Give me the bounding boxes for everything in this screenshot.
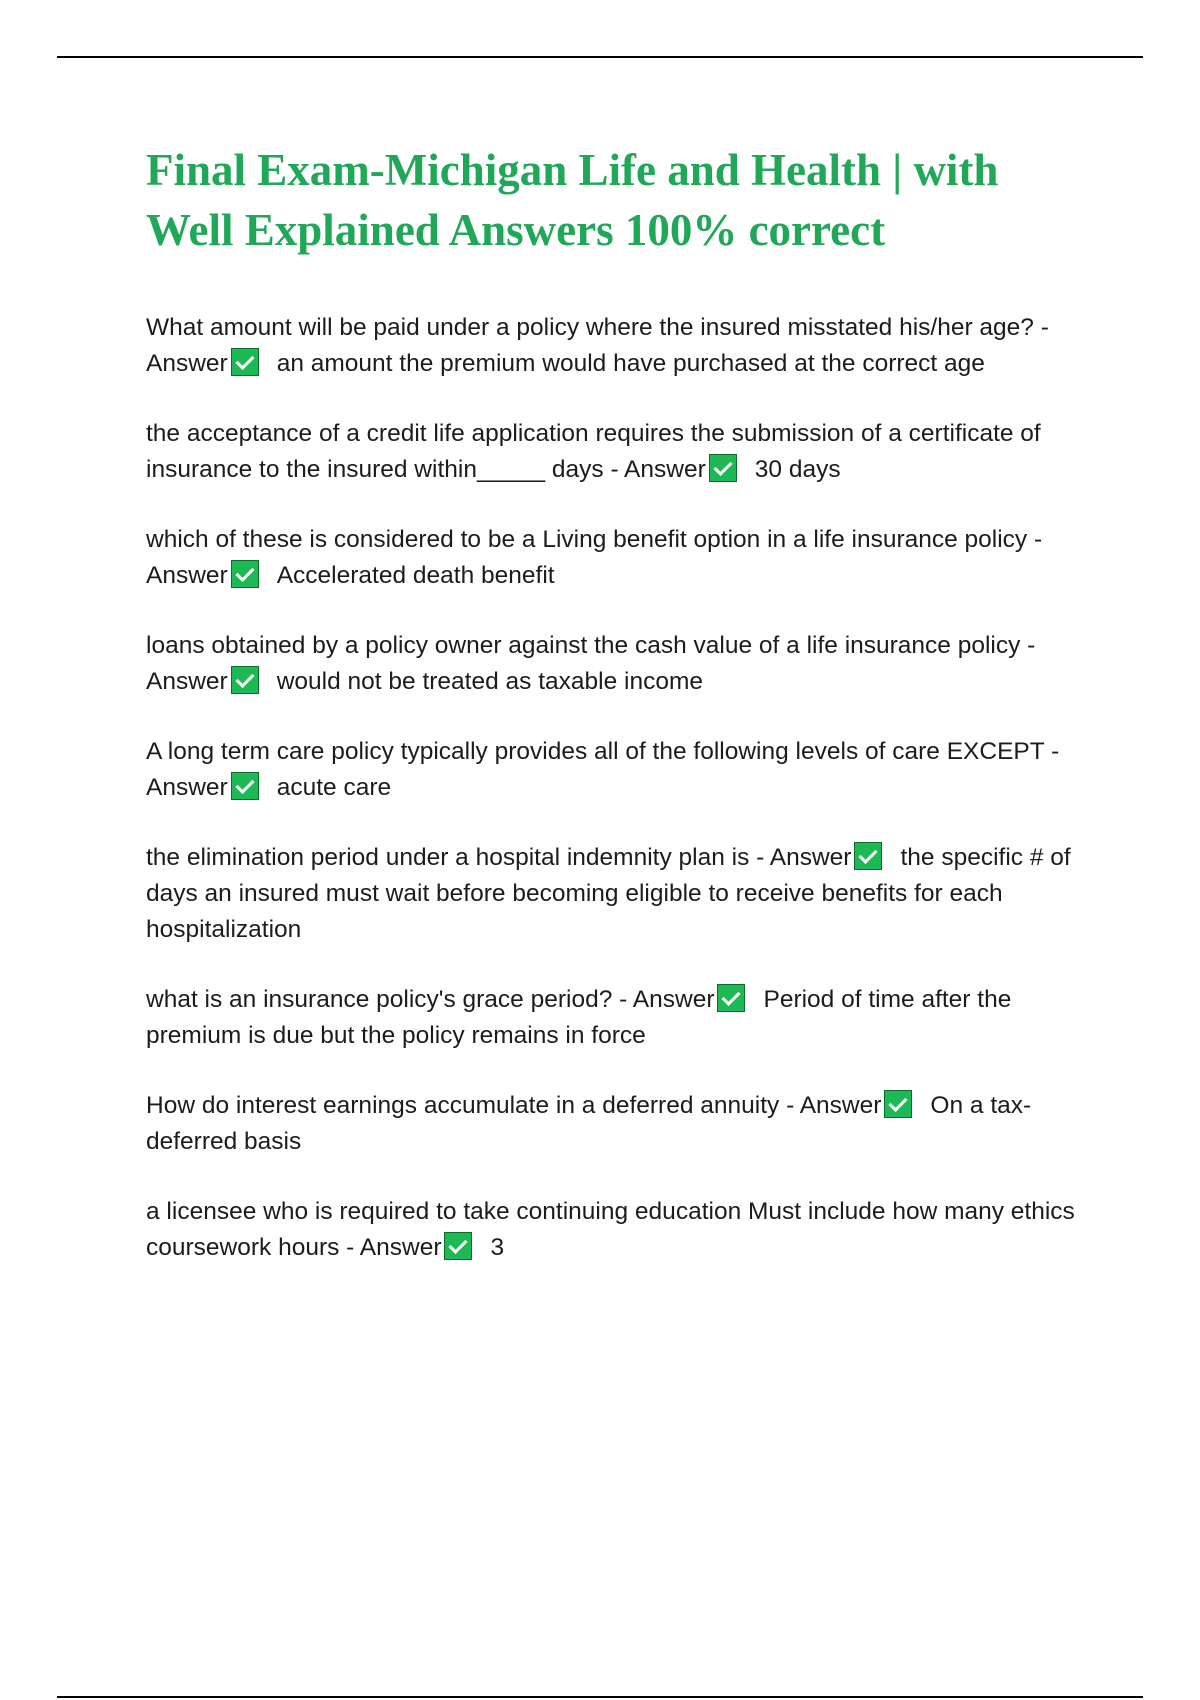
qa-item [146,1194,1096,1266]
green-checkmark-icon [884,1090,912,1118]
answer-label: - Answer [146,738,1060,801]
question-text: How do interest earnings accumulate in a deferred annuity [146,1092,780,1119]
document-body [146,140,1096,1300]
answer-label: - Answer [612,986,715,1013]
top-rule [57,56,1143,58]
qa-item [146,416,1096,488]
question-text: What amount will be paid under a policy where the insured misstated his/her age? [146,314,1034,341]
answer-label: - Answer [749,844,852,871]
answer-label: - Answer [603,456,706,483]
answer-label: - Answer [146,314,1049,377]
green-checkmark-icon [231,666,259,694]
qa-item [146,734,1096,806]
green-checkmark-icon [709,454,737,482]
answer-label: - Answer [146,526,1043,589]
bottom-rule [57,1696,1143,1698]
answer-text: Period of time after the premium is due but the policy remains in force [146,986,1012,1049]
answer-label: - Answer [779,1092,882,1119]
answer-text: 30 days [754,456,841,483]
qa-item [146,840,1096,948]
question-text: the acceptance of a credit life application requires the submission of a certificate of insurance to the insured within_____ days [146,420,1041,483]
qa-item [146,1088,1096,1160]
question-text: what is an insurance policy's grace period? [146,986,613,1013]
answer-label: - Answer [339,1234,442,1261]
document-title: Final Exam-Michigan Life and Health | with Well Explained Answers 100% correct [146,145,999,255]
qa-item [146,522,1096,594]
question-text: loans obtained by a policy owner against the cash value of a life insurance policy [146,632,1021,659]
answer-text: Accelerated death benefit [276,562,555,589]
answer-text: the specific # of days an insured must wait before becoming eligible to receive benefits for each hospitalization [146,844,1071,943]
question-text: the elimination period under a hospital indemnity plan is [146,844,750,871]
green-checkmark-icon [231,348,259,376]
green-checkmark-icon [231,772,259,800]
question-text: which of these is considered to be a Living benefit option in a life insurance policy [146,526,1028,553]
qa-item [146,628,1096,700]
green-checkmark-icon [854,842,882,870]
qa-item [146,982,1096,1054]
question-text: a licensee who is required to take continuing education Must include how many ethics coursework hours [146,1198,1075,1261]
answer-text: acute care [276,774,392,801]
green-checkmark-icon [444,1232,472,1260]
question-text: A long term care policy typically provides all of the following levels of care EXCEPT [146,738,1045,765]
answer-text: would not be treated as taxable income [276,668,704,695]
green-checkmark-icon [231,560,259,588]
qa-item [146,310,1096,382]
answer-text: On a tax-deferred basis [146,1092,1032,1155]
answer-label: - Answer [146,632,1036,695]
answer-text: an amount the premium would have purchased at the correct age [276,350,985,377]
answer-text: 3 [490,1234,505,1261]
green-checkmark-icon [717,984,745,1012]
